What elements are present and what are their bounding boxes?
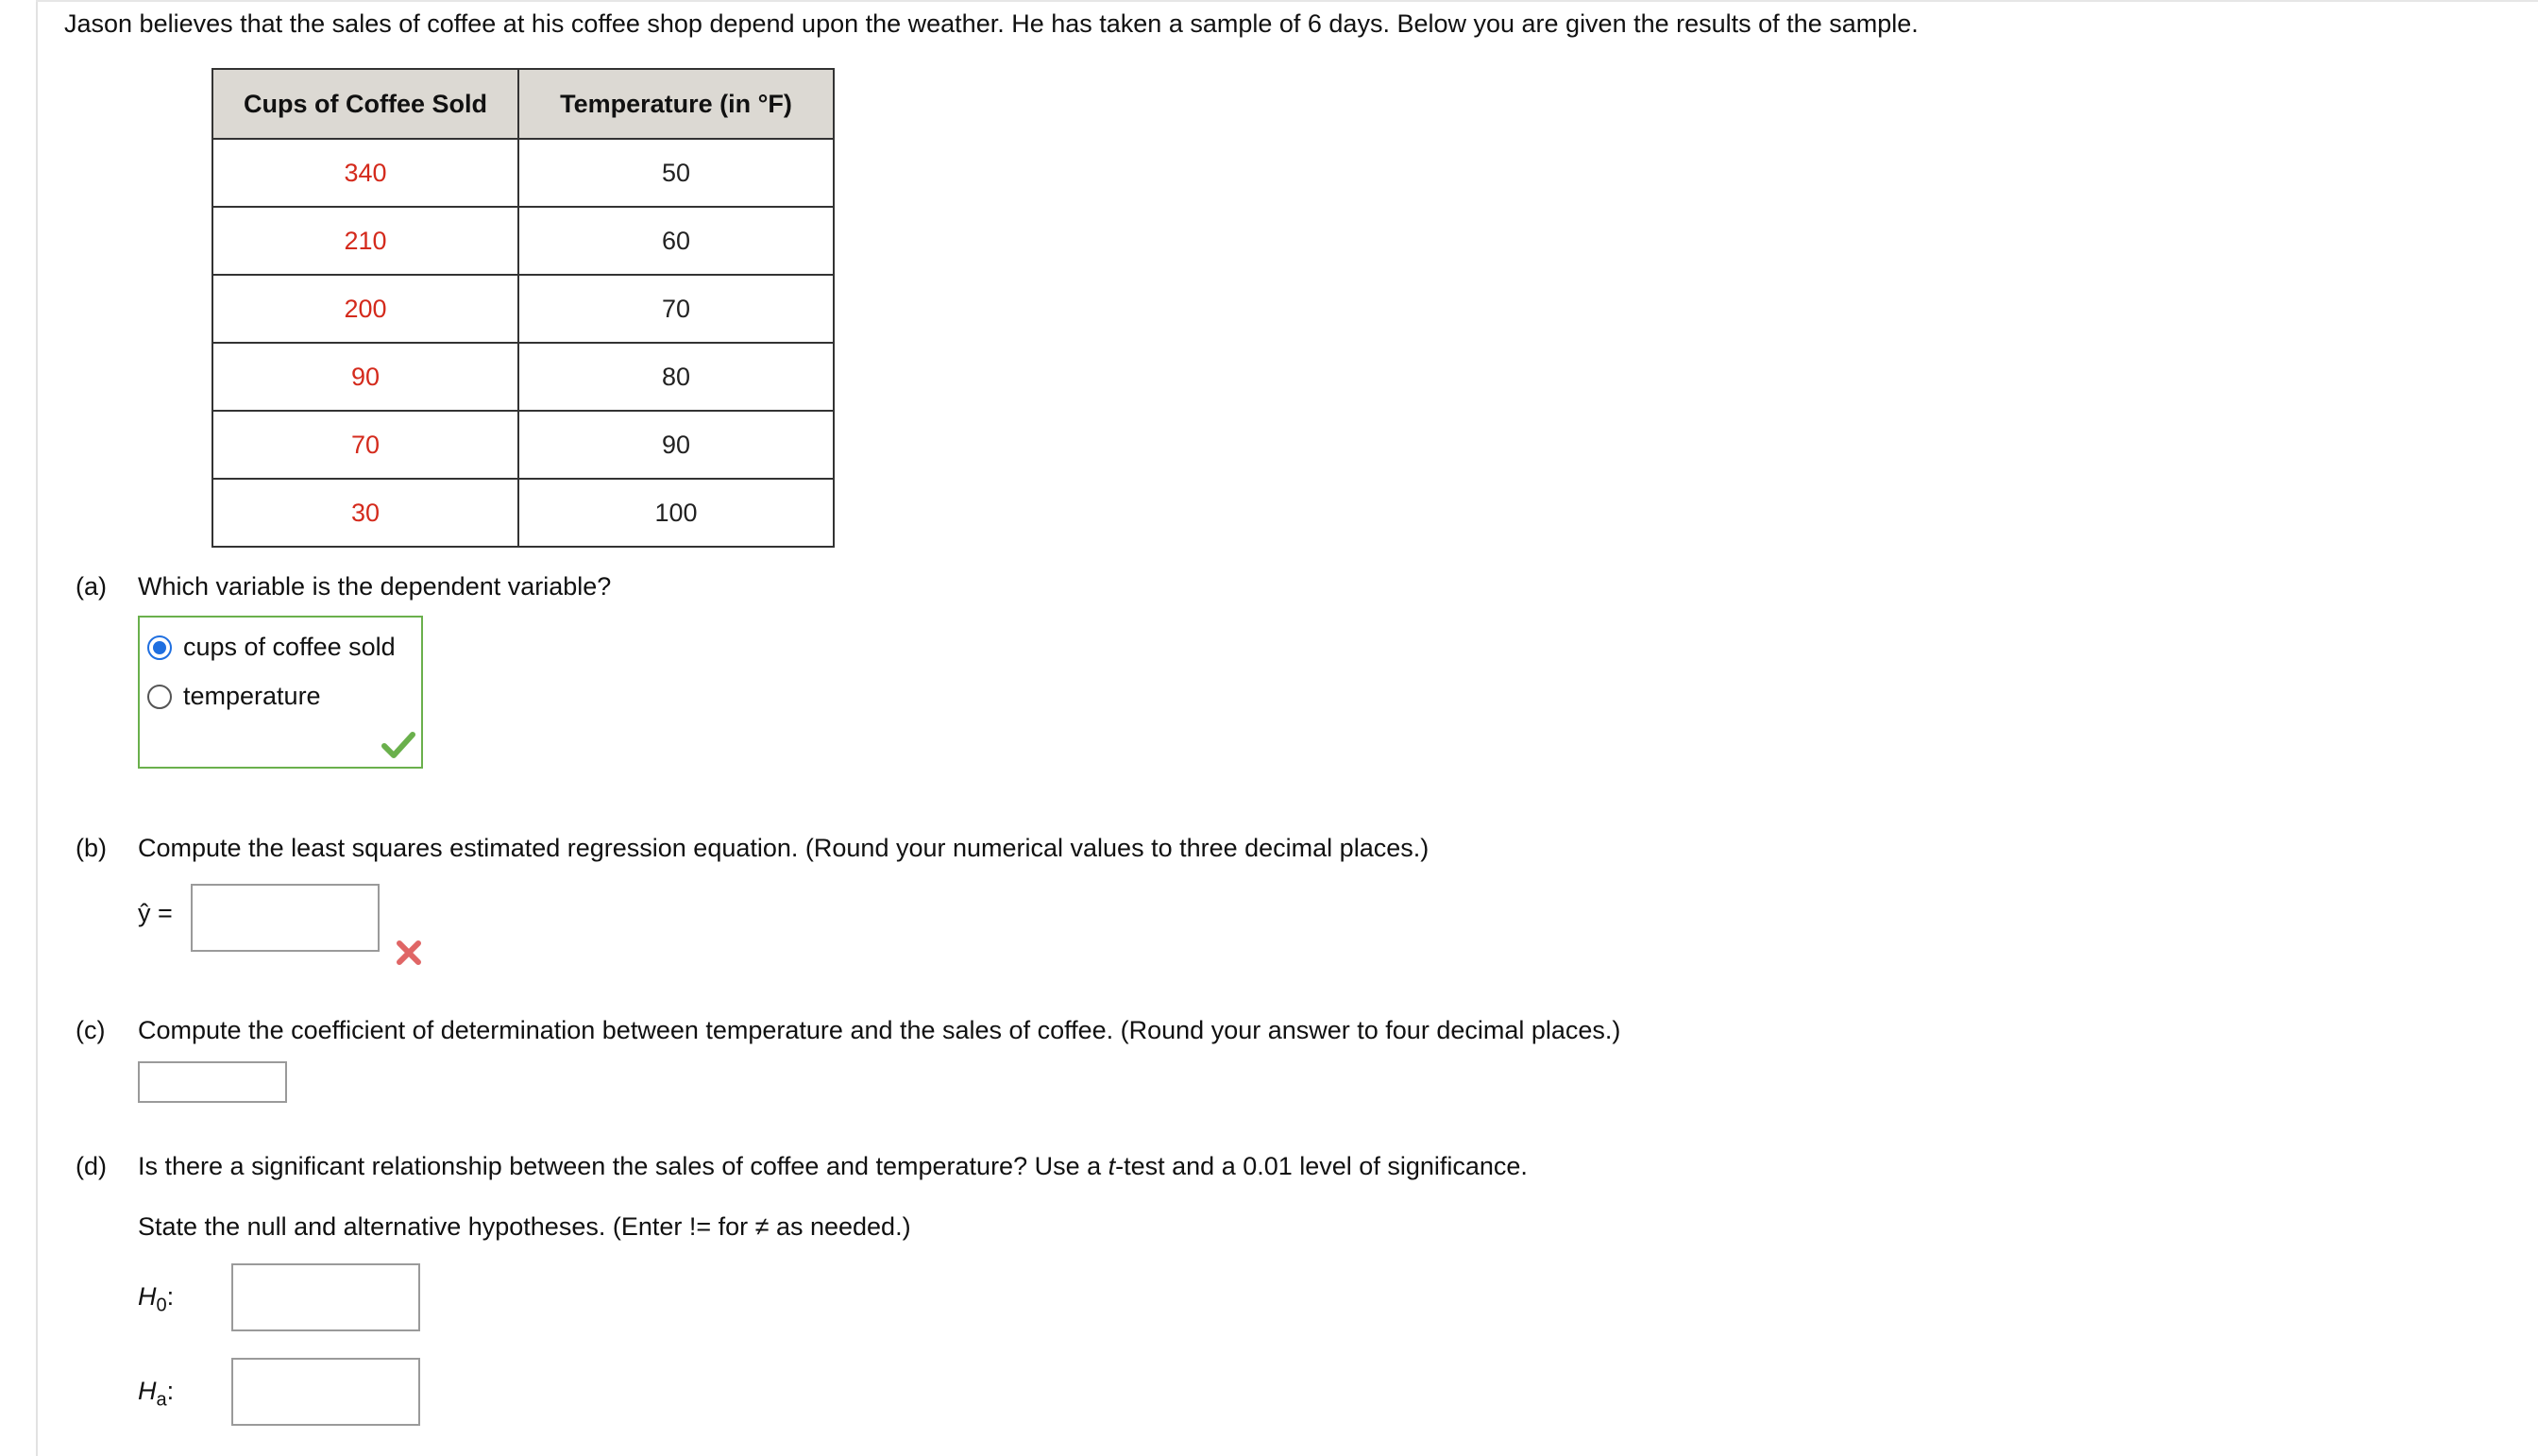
header-cups: Cups of Coffee Sold <box>212 69 518 139</box>
top-rule <box>36 0 2538 2</box>
option-label: cups of coffee sold <box>183 633 396 661</box>
part-d-label: (d) <box>76 1152 107 1180</box>
radio-checked-icon[interactable] <box>147 635 172 660</box>
table-row <box>212 139 834 207</box>
problem-intro: Jason believes that the sales of coffee at his coffee shop depend upon the weather. He has taken a sample of 6 days. Below you are given the results of the sample. <box>64 9 1919 38</box>
cell-cups: 90 <box>212 343 518 411</box>
part-a-label: (a) <box>76 572 107 601</box>
null-hypothesis-input[interactable] <box>231 1263 420 1331</box>
option-temperature[interactable] <box>147 682 321 711</box>
h0-label <box>138 1282 174 1316</box>
cell-temperature: 60 <box>518 207 834 275</box>
cell-temperature: 90 <box>518 411 834 479</box>
option-label: temperature <box>183 682 321 710</box>
table-row <box>212 411 834 479</box>
table-row <box>212 207 834 275</box>
part-d-text-post: -test and a 0.01 level of significance. <box>1115 1152 1528 1180</box>
table-row <box>212 275 834 343</box>
part-c-label: (c) <box>76 1016 106 1044</box>
correct-check-icon <box>381 731 415 759</box>
left-rule <box>36 0 38 1456</box>
part-d-t: t <box>1108 1152 1116 1180</box>
regression-equation-input[interactable] <box>191 884 380 952</box>
incorrect-x-icon <box>395 939 423 967</box>
table-row <box>212 479 834 547</box>
ha-label <box>138 1377 174 1411</box>
part-d-text-pre: Is there a significant relationship between the sales of coffee and temperature? Use a <box>138 1152 1108 1180</box>
cell-temperature: 80 <box>518 343 834 411</box>
cell-temperature: 50 <box>518 139 834 207</box>
cell-temperature: 100 <box>518 479 834 547</box>
ha-colon: : <box>166 1377 175 1405</box>
part-d-instruction: State the null and alternative hypotheses. (Enter != for ≠ as needed.) <box>138 1212 911 1241</box>
h0-colon: : <box>166 1282 175 1311</box>
part-c-question <box>76 1016 1620 1045</box>
option-cups-of-coffee-sold[interactable] <box>147 633 396 662</box>
part-b-label: (b) <box>76 834 107 862</box>
cell-cups: 30 <box>212 479 518 547</box>
radio-unchecked-icon[interactable] <box>147 685 172 709</box>
ha-letter: H <box>138 1377 157 1405</box>
ha-subscript: a <box>156 1389 167 1411</box>
part-a-question <box>76 572 611 601</box>
part-b-question <box>76 834 1429 863</box>
table-row <box>212 343 834 411</box>
part-d-question <box>76 1152 1528 1181</box>
part-a-answer-box <box>138 616 423 769</box>
part-c-text: Compute the coefficient of determination between temperature and the sales of coffee. (Round your answer to four decimal places.) <box>138 1016 1621 1044</box>
alternative-hypothesis-input[interactable] <box>231 1358 420 1426</box>
h0-letter: H <box>138 1282 157 1311</box>
header-temperature: Temperature (in °F) <box>518 69 834 139</box>
data-table <box>212 68 835 548</box>
h0-subscript: 0 <box>156 1295 167 1316</box>
cell-cups: 210 <box>212 207 518 275</box>
cell-cups: 200 <box>212 275 518 343</box>
cell-temperature: 70 <box>518 275 834 343</box>
part-b-text: Compute the least squares estimated regression equation. (Round your numerical values to three decimal places.) <box>138 834 1430 862</box>
part-a-text: Which variable is the dependent variable? <box>138 572 612 601</box>
cell-cups: 340 <box>212 139 518 207</box>
yhat-label: ŷ = <box>138 899 173 927</box>
coefficient-of-determination-input[interactable] <box>138 1061 287 1103</box>
cell-cups: 70 <box>212 411 518 479</box>
